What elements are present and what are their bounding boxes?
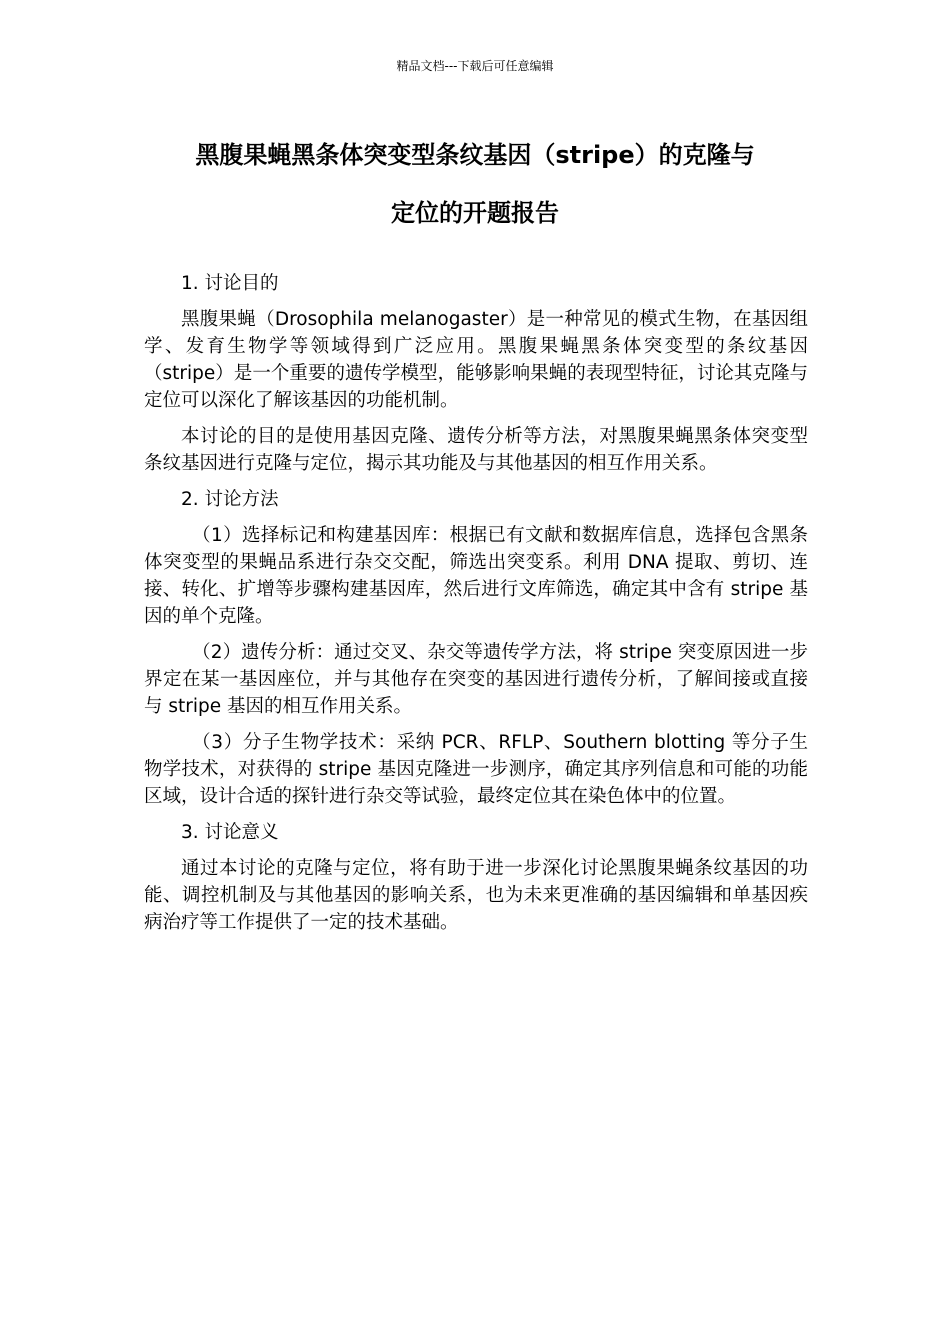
title-line-1: 黑腹果蝇黑条体突变型条纹基因（stripe）的克隆与 xyxy=(195,141,755,169)
title-line-2: 定位的开题报告 xyxy=(391,199,559,227)
section-heading-purpose: 1. 讨论目的 xyxy=(181,273,279,294)
section-heading-methods: 2. 讨论方法 xyxy=(181,489,279,510)
section-heading-significance: 3. 讨论意义 xyxy=(181,822,279,843)
paragraph-purpose-1: 黑腹果蝇（Drosophila melanogaster）是一种常见的模式生物，在基因组学、发育生物学等领域得到广泛应用。黑腹果蝇黑条体突变型的条纹基因（stripe）是一个重要的遗传学模型，能够影响果蝇的表现型特征，讨论其克隆与定位可以深化了解该基因的功能机制。 xyxy=(144,309,808,411)
paragraph-method-1: （1）选择标记和构建基因库：根据已有文献和数据库信息，选择包含黑条体突变型的果蝇品系进行杂交交配，筛选出突变系。利用 DNA 提取、剪切、连接、转化、扩增等步骤构建基因库，然后进行文库筛选，确定其中含有 stripe 基因的单个克隆。 xyxy=(144,525,808,627)
paragraph-significance-1: 通过本讨论的克隆与定位，将有助于进一步深化讨论黑腹果蝇条纹基因的功能、调控机制及与其他基因的影响关系，也为未来更准确的基因编辑和单基因疾病治疗等工作提供了一定的技术基础。 xyxy=(144,858,808,933)
paragraph-method-3: （3）分子生物学技术：采纳 PCR、RFLP、Southern blotting 等分子生物学技术，对获得的 stripe 基因克隆进一步测序，确定其序列信息和可能的功能区域，设计合适的探针进行杂交等试验，最终定位其在染色体中的位置。 xyxy=(144,732,808,807)
paragraph-purpose-2: 本讨论的目的是使用基因克隆、遗传分析等方法，对黑腹果蝇黑条体突变型条纹基因进行克隆与定位，揭示其功能及与其他基因的相互作用关系。 xyxy=(144,426,808,474)
document-title xyxy=(120,126,830,242)
page-header: 精品文档---下载后可任意编辑 xyxy=(396,59,554,73)
paragraph-method-2: （2）遗传分析：通过交叉、杂交等遗传学方法，将 stripe 突变原因进一步界定在某一基因座位，并与其他存在突变的基因进行遗传分析，了解间接或直接与 stripe 基因的相互作用关系。 xyxy=(144,642,808,717)
document-body xyxy=(144,270,808,945)
